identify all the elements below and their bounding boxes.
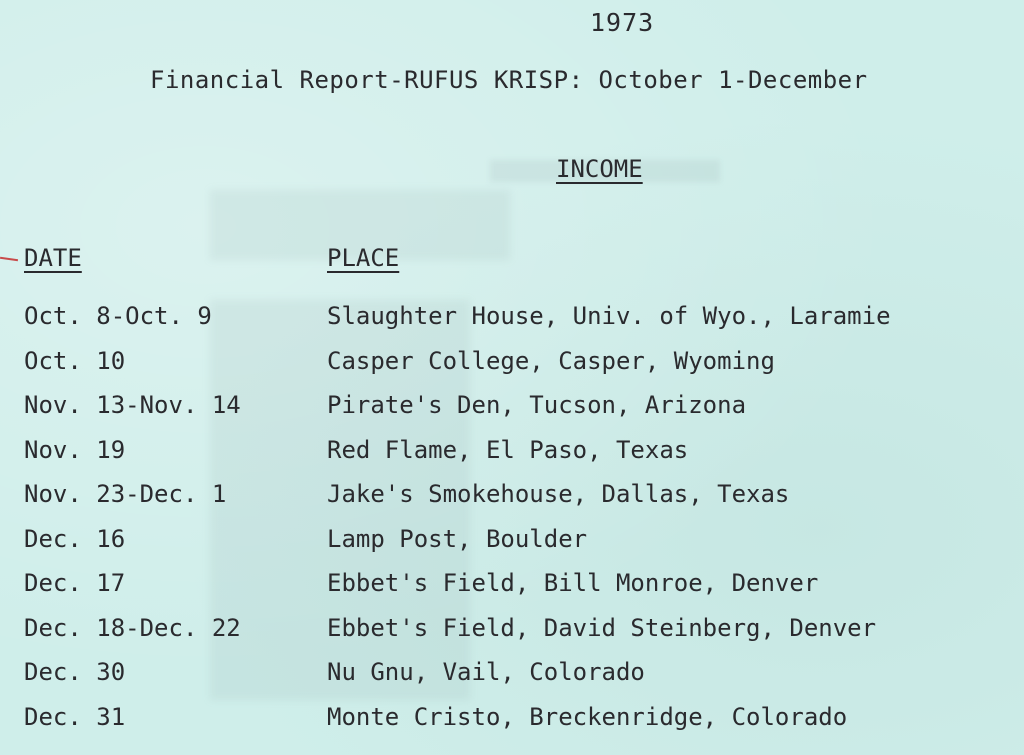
column-header-place: PLACE	[327, 244, 400, 272]
entry-place: Jake's Smokehouse, Dallas, Texas	[327, 480, 790, 508]
entry-date: Dec. 31	[24, 702, 126, 731]
entry-date: Dec. 17	[24, 569, 126, 597]
entry-date: Dec. 16	[24, 524, 126, 553]
income-entry	[0, 658, 1024, 703]
entry-place: Nu Gnu, Vail, Colorado	[327, 658, 645, 686]
report-year: 1973	[590, 8, 655, 37]
section-heading-income: INCOME	[556, 155, 643, 183]
entry-place: Red Flame, El Paso, Texas	[327, 435, 689, 464]
income-entry	[0, 569, 1024, 614]
entry-place: Slaughter House, Univ. of Wyo., Laramie	[327, 302, 891, 330]
entry-date: Nov. 23-Dec. 1	[24, 480, 227, 508]
income-entry	[0, 391, 1024, 436]
entry-place: Casper College, Casper, Wyoming	[327, 346, 775, 375]
income-entries-list	[0, 302, 1024, 747]
income-entry	[0, 347, 1024, 392]
income-entry	[0, 436, 1024, 481]
entry-place: Lamp Post, Boulder	[327, 524, 588, 553]
entry-place: Monte Cristo, Breckenridge, Colorado	[327, 702, 848, 731]
entry-date: Dec. 18-Dec. 22	[24, 613, 241, 642]
entry-date: Dec. 30	[24, 658, 126, 686]
income-entry	[0, 703, 1024, 748]
entry-place: Ebbet's Field, Bill Monroe, Denver	[327, 569, 819, 597]
column-header-date: DATE	[24, 244, 82, 272]
entry-date: Oct. 10	[24, 346, 126, 375]
entry-date: Oct. 8-Oct. 9	[24, 302, 212, 330]
entry-date: Nov. 19	[24, 435, 126, 464]
margin-pen-mark	[0, 257, 18, 261]
income-entry	[0, 480, 1024, 525]
entry-place: Ebbet's Field, David Steinberg, Denver	[327, 613, 877, 642]
income-entry	[0, 525, 1024, 570]
report-title: Financial Report-RUFUS KRISP: October 1-December	[150, 66, 868, 94]
entry-place: Pirate's Den, Tucson, Arizona	[327, 391, 747, 419]
income-entry	[0, 614, 1024, 659]
entry-date: Nov. 13-Nov. 14	[24, 391, 241, 419]
income-entry	[0, 302, 1024, 347]
